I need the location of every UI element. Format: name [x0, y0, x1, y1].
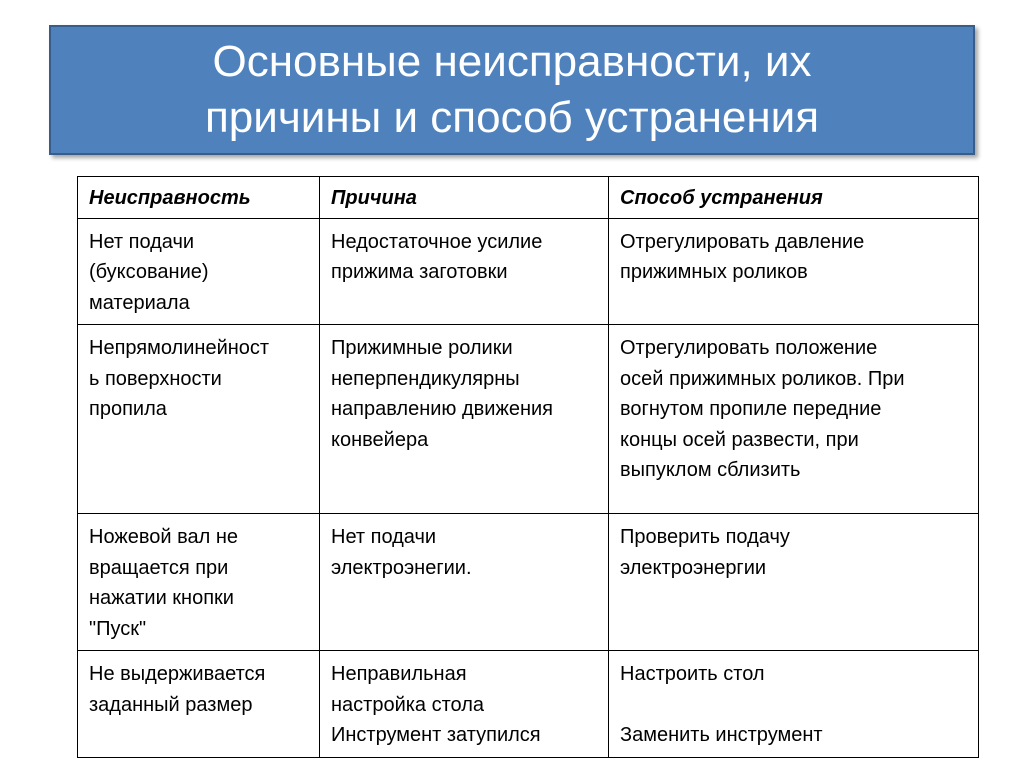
cell-cause [320, 218, 609, 325]
cell-text: неперпендикулярны [331, 367, 520, 390]
cell-text: Настроить стол [620, 663, 765, 685]
cell-text: Проверить подачу [620, 526, 790, 548]
cell-text: Недостаточное усилие [331, 230, 543, 253]
cell-cause [320, 514, 609, 651]
cell-spacer [620, 690, 968, 721]
cell-cause [320, 325, 609, 514]
cell-text: прижимных роликов [620, 261, 808, 283]
cell-fault [78, 651, 320, 758]
cell-text: Отрегулировать положение [620, 337, 878, 359]
cell-text: Нет подачи [89, 230, 195, 253]
cell-text: заданный размер [89, 693, 253, 716]
cell-text: пропила [89, 398, 167, 420]
cell-text: направлению движения [331, 398, 553, 420]
cell-text: осей прижимных роликов. При [620, 367, 905, 390]
cell-text: электроэнергии [620, 556, 767, 579]
cell-text: Заменить инструмент [620, 724, 823, 746]
cell-text: материала [89, 291, 190, 314]
cell-text: Неправильная [331, 663, 467, 685]
table-row [78, 218, 979, 325]
cell-remedy [609, 325, 979, 514]
table-row [78, 325, 979, 514]
slide-title-line-1: Основные неисправности, их [212, 37, 812, 86]
cell-text: выпуклом сблизить [620, 459, 801, 481]
slide-title-banner [49, 25, 975, 155]
cell-text: концы осей развести, при [620, 428, 859, 451]
cell-fault [78, 514, 320, 651]
cell-cause [320, 651, 609, 758]
cell-fault [78, 325, 320, 514]
cell-text: прижима заготовки [331, 261, 508, 283]
table-header-row [78, 177, 979, 219]
cell-text: Инструмент затупился [331, 724, 541, 746]
cell-text: вращается при [89, 556, 229, 579]
cell-text: "Пуск" [89, 617, 147, 640]
cell-text: Отрегулировать давление [620, 230, 865, 253]
cell-remedy [609, 651, 979, 758]
cell-remedy [609, 218, 979, 325]
cell-text: Ножевой вал не [89, 526, 239, 548]
table-row [78, 514, 979, 651]
faults-table [77, 176, 979, 758]
slide-title-line-2: причины и способ устранения [204, 93, 820, 142]
cell-fault [78, 218, 320, 325]
cell-remedy [609, 514, 979, 651]
cell-text: (буксование) [89, 261, 209, 283]
cell-text: Нет подачи [331, 526, 437, 548]
header-remedy: Способ устранения [609, 177, 979, 219]
cell-text: конвейера [331, 428, 429, 451]
cell-text: Прижимные ролики [331, 337, 513, 359]
cell-text: настройка стола [331, 693, 485, 716]
cell-text: ь поверхности [89, 367, 222, 390]
cell-text: вогнутом пропиле передние [620, 398, 882, 420]
cell-text: Не выдерживается [89, 663, 266, 685]
table-row [78, 651, 979, 758]
cell-text: нажатии кнопки [89, 587, 234, 609]
header-fault: Неисправность [78, 177, 320, 219]
cell-text: электроэнегии. [331, 556, 472, 579]
cell-text: Непрямолинейност [89, 337, 270, 359]
header-cause: Причина [320, 177, 609, 219]
